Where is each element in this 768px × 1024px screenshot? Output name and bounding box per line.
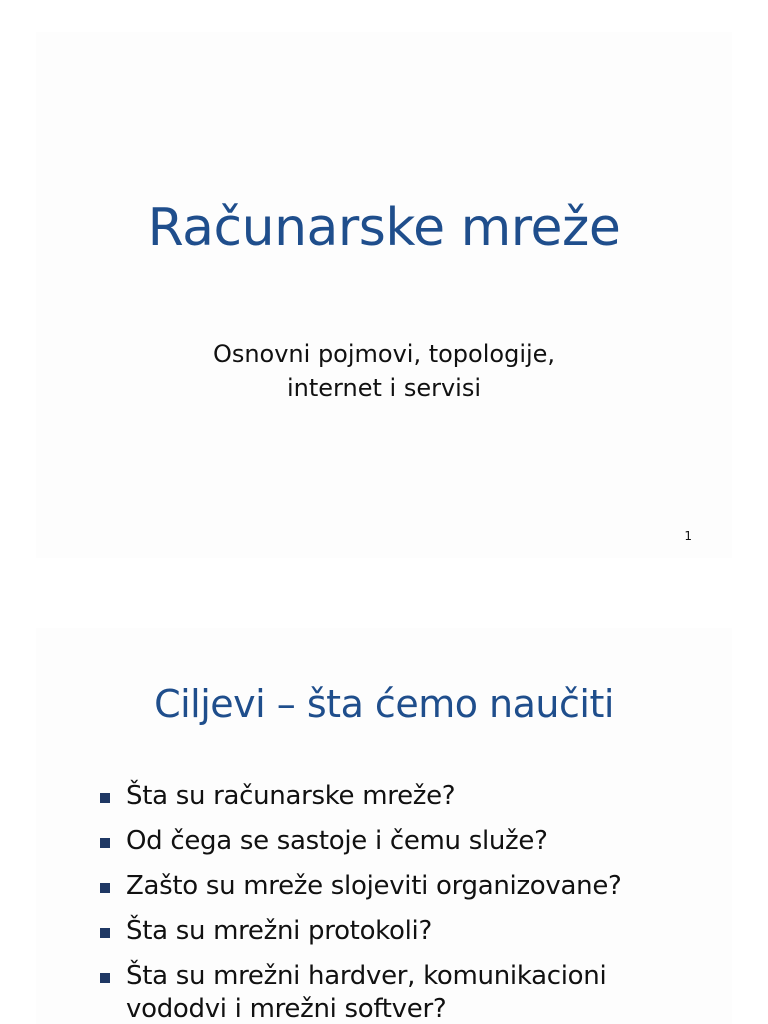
square-bullet-icon <box>100 838 110 848</box>
page-number: 1 <box>684 529 692 543</box>
bullet-text: Od čega se sastoje i čemu služe? <box>126 826 548 856</box>
list-item <box>100 780 702 813</box>
list-item <box>100 960 702 1024</box>
list-item <box>100 825 702 858</box>
square-bullet-icon <box>100 928 110 938</box>
subtitle-line-1: Osnovni pojmovi, topologije, <box>212 340 556 368</box>
list-item <box>100 870 702 903</box>
slide-title: Računarske mreže <box>147 198 621 258</box>
slide-subtitle <box>36 337 732 405</box>
square-bullet-icon <box>100 973 110 983</box>
subtitle-line-2: internet i servisi <box>287 374 481 402</box>
bullet-text: Šta su mrežni protokoli? <box>126 916 432 946</box>
bullet-list <box>100 780 702 1024</box>
list-item <box>100 915 702 948</box>
bullet-text: Zašto su mreže slojeviti organizovane? <box>126 871 622 901</box>
square-bullet-icon <box>100 793 110 803</box>
slide-goals <box>36 628 732 1024</box>
bullet-text: Šta su mrežni hardver, komunikacioni vododvi i mrežni softver? <box>126 961 607 1024</box>
slide-title-page <box>36 32 732 558</box>
bullet-text: Šta su računarske mreže? <box>126 781 456 811</box>
square-bullet-icon <box>100 883 110 893</box>
slide-title: Ciljevi – šta ćemo naučiti <box>154 682 614 726</box>
